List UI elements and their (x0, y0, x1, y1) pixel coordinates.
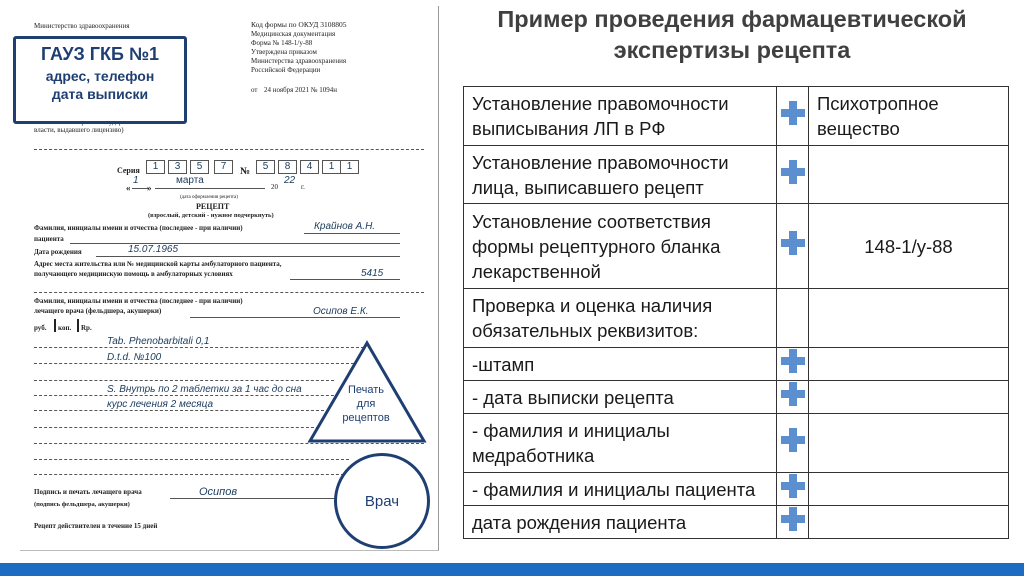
doctor-label: Фамилия, инициалы имени и отчества (последнее - при наличии) (34, 297, 243, 305)
recipe-sub: (взрослый, детский - нужное подчеркнуть) (148, 212, 274, 219)
plus-icon (781, 428, 805, 452)
rx-line: D.t.d. №100 (107, 352, 162, 363)
check-note (809, 348, 1009, 381)
table-row (464, 506, 1009, 539)
stamp-box (13, 36, 187, 124)
date-month: марта (176, 175, 204, 186)
table-row (464, 146, 1009, 204)
bottom-bar (0, 563, 1024, 576)
check-note (809, 414, 1009, 473)
check-note: 148-1/у-88 (809, 204, 1009, 289)
patient-value: Крайнов А.Н. (314, 221, 376, 232)
address-value: 5415 (361, 268, 384, 279)
seria-digit: 3 (168, 160, 187, 174)
sign-value: Осипов (199, 486, 238, 498)
check-item: Проверка и оценка наличия обязательных реквизитов: (464, 289, 777, 348)
med-doc-label: Медицинская документация (251, 30, 336, 38)
order-date: 24 ноября 2021 № 1094н (264, 86, 338, 94)
table-row (464, 87, 1009, 146)
recipe-title: РЕЦЕПТ (196, 202, 230, 211)
form-number: Форма № 148-1/у-88 (251, 39, 313, 47)
check-note: Психотропное вещество (809, 87, 1009, 146)
date-year: 22 (284, 175, 296, 186)
table-row (464, 473, 1009, 506)
validity-label: Рецепт действителен в течение 15 дней (34, 522, 158, 530)
prescription-form: Министерство здравоохранения Код формы по ОКУД 3108805 Медицинская документация Форма № 148-1/у-88 Утверждена приказом Министерства здравоохранения Российской Федерации от 24 ноября 2021 № 1094н власти, выдавшего лицензию) Серия 1 3 5 7 № 5 8 4 1 1 « 1 » марта 20 22 г. (дата оформления рецепта) РЕЦЕПТ (взрослый, детский - нужное подчеркнуть) Фамилия, инициалы имени и отчества (последнее - при наличии) Крайнов А.Н. пациента Дата рождения 15.07.1965 Адрес места жительства или № медицинской карты амбулаторного пациента, получающего медицинскую помощь в амбулаторных условиях 5415 Фамилия, инициалы имени и отчества (последнее - при наличии) лечащего врача (фельдшера, акушерки) Осипов Е.К. руб. коп. Rp. Tab. Phenobarbitali 0,1 D.t.d. №100 S. Внутрь по 2 таблетки за 1 час до сна курс лечения 2 месяца Подпись и печать лечащего врача Осипов (подпись фельдшера, акушерки) Рецепт действителен в течение 15 дней (20, 6, 439, 551)
check-item: Установление правомочности выписывания ЛП в РФ (464, 87, 777, 146)
expertise-table (463, 86, 1009, 539)
plus-icon (781, 507, 805, 531)
check-item: - фамилия и инициалы пациента (464, 473, 777, 506)
order-from: от (251, 86, 258, 94)
plus-icon (781, 474, 805, 498)
plus-icon (781, 382, 805, 406)
plus-icon (781, 231, 805, 255)
table-row (464, 381, 1009, 414)
check-item: дата рождения пациента (464, 506, 777, 539)
check-item: -штамп (464, 348, 777, 381)
rx-line: Tab. Phenobarbitali 0,1 (107, 336, 210, 347)
ministry-label-2: Министерства здравоохранения (251, 57, 347, 65)
address-label-2: получающего медицинскую помощь в амбулаторных условиях (34, 270, 233, 278)
table-row (464, 289, 1009, 348)
org-label-2: власти, выдавшего лицензию) (34, 126, 124, 134)
number-digit: 4 (300, 160, 319, 174)
table-row (464, 414, 1009, 473)
rp-label: Rp. (81, 324, 92, 332)
doctor-circle-label: Врач (364, 492, 400, 510)
doctor-value: Осипов Е.К. (313, 306, 369, 317)
stamp-date: дата выписки (51, 86, 149, 102)
sign-label-2: (подпись фельдшера, акушерки) (34, 501, 130, 508)
seria-digit: 1 (146, 160, 165, 174)
address-label: Адрес места жительства или № медицинской карты амбулаторного пациента, (34, 260, 282, 268)
patient-label-2: пациента (34, 235, 64, 243)
number-digit: 8 (278, 160, 297, 174)
rx-line: S. Внутрь по 2 таблетки за 1 час до сна (107, 384, 302, 395)
check-note (809, 289, 1009, 348)
seal-text: Печать для рецептов (342, 384, 390, 424)
table-row (464, 348, 1009, 381)
check-note (809, 381, 1009, 414)
stamp-address: адрес, телефон (45, 68, 155, 84)
page-title: Пример проведения фармацевтической экспертизы рецепта (497, 6, 967, 63)
okud-code: Код формы по ОКУД 3108805 (251, 20, 347, 29)
plus-icon (781, 160, 805, 184)
number-digit: 1 (340, 160, 359, 174)
check-note (809, 473, 1009, 506)
divider (34, 149, 424, 150)
number-digit: 1 (322, 160, 341, 174)
sign-label: Подпись и печать лечащего врача (34, 488, 142, 496)
stamp-hospital: ГАУЗ ГКБ №1 (40, 44, 160, 64)
number-digit: 5 (256, 160, 275, 174)
birth-label: Дата рождения (34, 248, 82, 256)
rx-line: курс лечения 2 месяца (107, 399, 214, 410)
table-row (464, 204, 1009, 289)
ministry-label: Министерство здравоохранения (34, 22, 130, 30)
rf-label: Российской Федерации (251, 66, 321, 74)
plus-icon (781, 101, 805, 125)
seria-digit: 5 (190, 160, 209, 174)
patient-label: Фамилия, инициалы имени и отчества (последнее - при наличии) (34, 224, 243, 232)
rub-label: руб. (34, 324, 47, 332)
date-year-suffix: г. (301, 183, 305, 191)
date-caption: (дата оформления рецепта) (180, 195, 238, 200)
check-item: - фамилия и инициалы медработника (464, 414, 777, 473)
plus-icon (781, 349, 805, 373)
birth-value: 15.07.1965 (128, 244, 179, 255)
kop-label: коп. (58, 324, 72, 332)
seria-digit: 7 (214, 160, 233, 174)
approved-label: Утверждена приказом (251, 48, 317, 56)
number-sign: № (240, 166, 251, 177)
doctor-circle (334, 453, 430, 549)
doctor-label-2: лечащего врача (фельдшера, акушерки) (34, 307, 162, 315)
date-year-prefix: 20 (271, 183, 278, 191)
seria-label: Серия (117, 166, 140, 175)
date-day: 1 (133, 175, 139, 186)
check-note (809, 146, 1009, 204)
check-item: Установление правомочности лица, выписавшего рецепт (464, 146, 777, 204)
check-item: - дата выписки рецепта (464, 381, 777, 414)
check-note (809, 506, 1009, 539)
check-item: Установление соответствия формы рецептурного бланка лекарственной (464, 204, 777, 289)
